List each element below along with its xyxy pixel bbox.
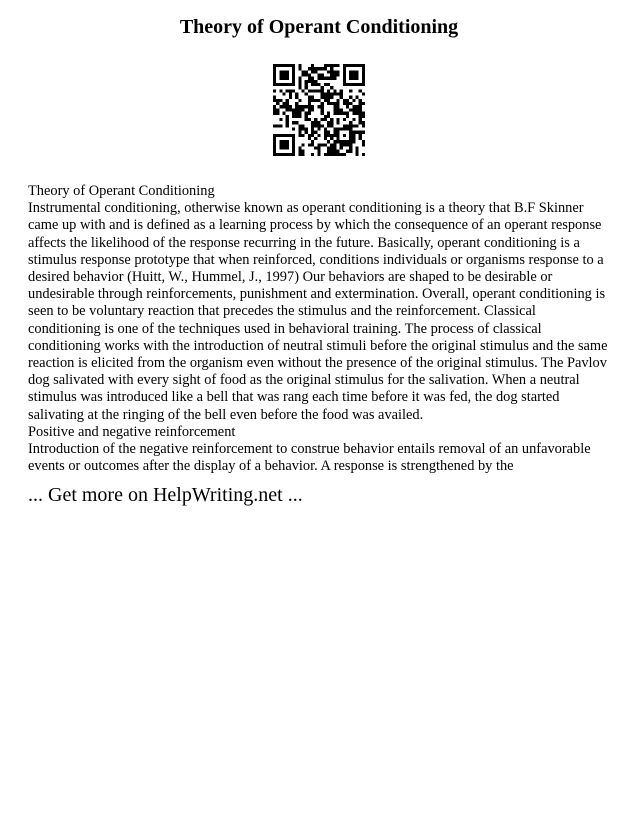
get-more-link[interactable]: ... Get more on HelpWriting.net ... [28, 484, 303, 506]
paragraph-1: Instrumental conditioning, otherwise known as operant conditioning is a theory that B.F Skinner came up with and is defined as a learning process by which the consequence of an operant response affects the likelihood of the response recurring in the future. Basically, operant conditioning is a stimulus response prototype that when reinforced, conditions individuals or organisms response to a desired behavior (Huitt, W., Hummel, J., 1997) Our behaviors are shaped to be desirable or undesirable through reinforcements, punishment and extermination. Overall, operant conditioning is seen to be voluntary reaction that precedes the stimulus and the reinforcement. Classical conditioning is one of the techniques used in behavioral training. The process of classical conditioning works with the introduction of neutral stimuli before the original stimulus and the same reaction is elicited from the organism even without the presence of the original stimulus. The Pavlov dog salivated with every sight of food as the original stimulus for the salivation. When a neutral stimulus was introduced like a bell that was rang each time before it was fed, the dog started salivating at the ringing of the bell even before the food was availed. [28, 200, 608, 423]
article-body [28, 183, 612, 475]
qr-code-icon [273, 64, 365, 156]
page-title: Theory of Operant Conditioning [179, 16, 459, 38]
paragraph-2: Introduction of the negative reinforcement to construe behavior entails removal of an unfavorable events or outcomes after the display of a behavior. A response is strengthened by the [28, 441, 591, 475]
section-heading: Theory of Operant Conditioning [28, 183, 215, 199]
subheading: Positive and negative reinforcement [28, 423, 236, 440]
